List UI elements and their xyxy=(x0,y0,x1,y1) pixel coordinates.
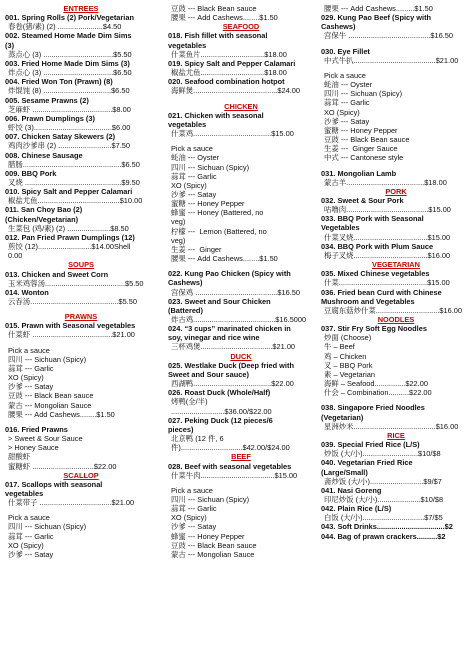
menu-item-title: 013. Chicken and Sweet Corn xyxy=(5,269,109,279)
menu-item-title: Cashews) xyxy=(168,278,203,288)
menu-item-text: 炸点心 (3) ..................................$6.50 xyxy=(8,68,132,78)
menu-item-text: 腰果 --- Add Cashews........$1.50 xyxy=(171,254,278,264)
menu-item-title: 041. Nasi Goreng xyxy=(321,485,382,495)
menu-item-text: 蒙古羊......................................$18.00 xyxy=(324,177,447,187)
menu-item-text: XO (Spicy) xyxy=(171,513,207,523)
menu-item-text: 牛 – Beef xyxy=(324,342,355,352)
menu-item-text: 腰果 --- Add Cashews.........$1.50 xyxy=(324,4,433,13)
menu-item-text: 什菜虾 .......................................$21.00 xyxy=(8,330,135,340)
menu-item-title: 031. Mongolian Lamb xyxy=(321,168,397,178)
menu-item-text: 中式 --- Cantonese style xyxy=(324,153,404,163)
menu-item-title: (Chicken/Vegetarian) xyxy=(5,214,79,224)
menu-item-text: 蜂蜜 --- Honey Pepper xyxy=(171,531,245,541)
section-heading: RICE xyxy=(387,430,405,440)
menu-item-text: 素 – Vegetarian xyxy=(324,369,375,379)
menu-item-text: veg) xyxy=(171,217,186,227)
menu-item-text: 春卷(猪/素) (2) ......................$4.50 xyxy=(8,22,122,32)
menu-item-text: 蒜茸 --- Garlic xyxy=(171,504,217,514)
menu-item-title: 043. Soft Drinks.................................$2 xyxy=(321,522,453,532)
menu-item-text: 什菜...........................................$15.00 xyxy=(324,278,450,288)
menu-item-title: (Vegetarian) xyxy=(321,412,364,422)
menu-item-text: 柠檬 --- Lemon (Battered, no xyxy=(171,226,267,236)
menu-item-title: vegetables xyxy=(168,119,207,129)
menu-item-text: 四川 --- Sichuan (Spicy) xyxy=(8,354,87,364)
menu-item-title: 008. Chinese Sausage xyxy=(5,150,83,160)
menu-item-title: 009. BBQ Pork xyxy=(5,168,57,178)
menu-item-text: 鸡 – Chicken xyxy=(324,351,367,361)
menu-item-text: 什菜牛肉....................................$15.00 xyxy=(171,470,298,480)
menu-item-text: 沙爹 --- Satay xyxy=(171,522,217,532)
menu-item-text: 蒜茸 --- Garlic xyxy=(8,531,54,541)
menu-item-text: 豆腐东菇炒什菜...............................$16.00 xyxy=(324,305,462,315)
menu-item-title: 044. Bag of prawn crackers..........$2 xyxy=(321,531,446,541)
menu-item-title: 003. Fried Home Made Dim Sims (3) xyxy=(5,58,130,68)
menu-item-text: 什菜鱼片...............................$18.00 xyxy=(171,49,287,59)
menu-item-text: XO (Spicy) xyxy=(324,107,360,117)
menu-item-text: 生姜 --- Ginger Sauce xyxy=(324,144,398,154)
menu-item-title: 015. Prawn with Seasonal vegetables xyxy=(5,321,136,331)
menu-item-title: 037. Stir Fry Soft Egg Noodles xyxy=(321,324,427,334)
menu-item-title: 024. “3 cups” marinated chicken in xyxy=(168,324,291,334)
menu-item-text: 生菜包 (鸡/素) (2) .....................$8.50 xyxy=(8,223,129,233)
menu-item-title: 016. Fried Prawns xyxy=(5,424,68,434)
menu-item-title: 022. Kung Pao Chicken (Spicy with xyxy=(168,269,291,279)
section-heading: SEAFOOD xyxy=(222,22,260,32)
menu-item-text: 什菜带子 ...................................$21.00 xyxy=(8,498,135,508)
menu-item-text: Pick a sauce xyxy=(8,513,50,523)
menu-item-text: 蜜糖 --- Honey Pepper xyxy=(324,125,398,135)
menu-item-text: 豆豉 --- Black Bean sauce xyxy=(8,391,94,401)
menu-item-text: 什菜鸡......................................$15.00 xyxy=(171,129,294,139)
menu-item-text: ..........................$36.00/$22.00 xyxy=(171,406,272,416)
menu-item-text: 四川 --- Sichuan (Spicy) xyxy=(324,89,403,99)
menu-item-text: 蒙古 --- Mongolian Sauce xyxy=(171,549,255,559)
menu-item-text: Pick a sauce xyxy=(171,485,213,495)
menu-item-title: Sweet and Sour sauce) xyxy=(168,369,249,379)
section-heading: CHICKEN xyxy=(224,101,258,111)
menu-item-title: Mushroom and Vegetables xyxy=(321,296,415,306)
section-heading: ENTREES xyxy=(63,4,99,13)
menu-item-text: 蚝油 --- Oyster xyxy=(324,80,373,90)
menu-item-text: 海鲜煲.........................................$24.00 xyxy=(171,86,300,96)
menu-item-title: 039. Special Fried Rice (L/S) xyxy=(321,440,420,450)
menu-item-title: 020. Seafood combination hotpot xyxy=(168,77,285,87)
menu-item-title: soy, vinegar and rice wine xyxy=(168,333,260,343)
menu-item-title: 023. Sweet and Sour Chicken xyxy=(168,296,271,306)
menu-item-text: 蜂蜜 --- Honey (Battered, no xyxy=(171,208,264,218)
menu-item-title: 035. Mixed Chinese vegetables xyxy=(321,269,430,279)
menu-item-text: 腰果 --- Add Cashews........$1.50 xyxy=(8,409,115,419)
menu-item-text: 四川 --- Sichuan (Spicy) xyxy=(8,522,87,532)
section-heading: PORK xyxy=(385,186,407,196)
menu-item-text: 四川 --- Sichuan (Spicy) xyxy=(171,494,250,504)
menu-item-text: 梅子叉烧....................................$16.00 xyxy=(324,250,451,260)
menu-item-title: 027. Peking Duck (12 pieces/6 xyxy=(168,415,273,425)
menu-item-text: 白饭 (大/小)..............................$7/$5 xyxy=(324,513,443,523)
section-heading: DUCK xyxy=(230,351,252,361)
menu-item-title: 030. Eye Fillet xyxy=(321,46,370,56)
menu-item-text: 生姜 --- Ginger xyxy=(171,244,222,254)
menu-item-text: 沙爹 --- Satay xyxy=(8,549,54,559)
section-heading: SOUPS xyxy=(68,260,94,270)
menu-item-text: 玉米鸡蓉汤.......................................$5.50 xyxy=(8,278,144,288)
section-heading: NOODLES xyxy=(377,315,415,324)
menu-item-text: 蒜茸 --- Garlic xyxy=(8,363,54,373)
menu-item-title: 014. Wonton xyxy=(5,287,49,297)
menu-item-text: XO (Spicy) xyxy=(8,373,44,383)
menu-item-title: 019. Spicy Salt and Pepper Calamari xyxy=(168,58,296,68)
menu-item-text: 芝麻虾 .......................................$8.00 xyxy=(8,104,131,114)
menu-item-text: 炸馄饨 (8) .................................$6.50 xyxy=(8,86,130,96)
menu-item-text: 蜜糖 --- Honey Pepper xyxy=(171,199,245,209)
menu-item-title: 012. Pan Fried Prawn Dumplings (12) xyxy=(5,232,135,242)
menu-item-text: > Sweet & Sour Sauce xyxy=(8,434,83,444)
menu-item-text: Pick a sauce xyxy=(324,70,366,80)
menu-item-title: 010. Spicy Salt and Pepper Calamari xyxy=(5,187,133,197)
menu-item-title: 032. Sweet & Sour Pork xyxy=(321,195,404,205)
menu-item-text: 甜酸虾 xyxy=(8,452,31,462)
menu-item-title: Cashews) xyxy=(321,22,356,32)
menu-item-text: 炒面 (Choose) xyxy=(324,333,372,343)
menu-item-title: 007. Chicken Satay Skewers (2) xyxy=(5,132,116,142)
menu-item-text: 星洲炒米........................................$16.00 xyxy=(324,421,459,431)
menu-column-right xyxy=(321,4,471,541)
menu-item-text: 四川 --- Sichuan (Spicy) xyxy=(171,162,250,172)
menu-item-text: 烤鸭(全/半) xyxy=(171,397,208,407)
menu-item-title: vegetables xyxy=(5,488,44,498)
section-heading: BEEF xyxy=(231,452,251,462)
menu-item-title: 017. Scallops with seasonal xyxy=(5,479,103,489)
menu-item-title: 004. Fried Won Ton (Prawn) (8) xyxy=(5,77,113,87)
menu-item-text: 蜜糖虾 ..............................$22.00 xyxy=(8,461,117,471)
menu-item-title: 011. San Choy Bao (2) xyxy=(5,205,83,215)
menu-item-text: 椒盐尤鱼...............................$18.00 xyxy=(171,68,287,78)
menu-item-text: 北京鸭 (12 件, 6 xyxy=(171,434,224,444)
menu-item-text: 腰果 --- Add Cashews........$1.50 xyxy=(171,13,278,23)
menu-item-title: 036. Fried bean Curd with Chinese xyxy=(321,287,442,297)
menu-item-text: 云吞汤...........................................$5.50 xyxy=(8,297,137,306)
menu-item-text: 沙爹 --- Satay xyxy=(324,116,370,126)
menu-item-title: 034. BBQ Pork with Plum Sauce xyxy=(321,241,434,251)
menu-item-text: 什菜叉烧....................................$15.00 xyxy=(324,232,451,242)
menu-column-middle xyxy=(168,4,314,559)
menu-item-title: (Large/Small) xyxy=(321,467,368,477)
menu-item-text: 咕噜肉........................................$15.00 xyxy=(324,205,451,215)
menu-item-text: 什会 – Combination..........$22.00 xyxy=(324,388,432,398)
menu-item-title: Vegetables xyxy=(321,223,360,233)
menu-item-text: 椒盐尤鱼........................................$10.00 xyxy=(8,196,143,206)
menu-item-text: 腊肠................................................$6.50 xyxy=(8,159,140,169)
menu-item-text: 三杯鸡煲...................................$21.00 xyxy=(171,342,296,352)
menu-item-title: vegetables xyxy=(168,40,207,50)
menu-item-text: 豆豉 --- Black Bean sauce xyxy=(171,4,257,13)
menu-item-title: 021. Chicken with seasonal xyxy=(168,110,264,120)
menu-item-title: 042. Plain Rice (L/S) xyxy=(321,504,392,514)
menu-item-text: 煎饺 (12)..........................$14.00Shell xyxy=(8,242,131,252)
menu-item-title: 026. Roast Duck (Whole/Half) xyxy=(168,388,271,398)
menu-item-text: XO (Spicy) xyxy=(171,180,207,190)
menu-item-text: 豆豉 --- Black Bean sauce xyxy=(171,540,257,550)
section-heading: SCALLOP xyxy=(63,470,99,480)
menu-item-title: (3) xyxy=(5,40,15,50)
menu-item-text: 豆豉 --- Black Bean sauce xyxy=(324,135,410,145)
menu-item-title: 038. Singapore Fried Noodles xyxy=(321,403,425,413)
menu-item-title: 028. Beef with seasonal vegetables xyxy=(168,461,292,471)
menu-column-left xyxy=(5,4,157,559)
section-heading: PRAWNS xyxy=(64,312,98,322)
menu-item-title: 005. Sesame Prawns (2) xyxy=(5,95,89,105)
menu-item-text: 西湖鸭......................................$22.00 xyxy=(171,379,294,389)
menu-item-text: 炒饭 (大/小)...........................$10/$8 xyxy=(324,449,441,459)
menu-item-title: 025. Westlake Duck (Deep fried with xyxy=(168,360,294,370)
menu-item-text: 印尼炒饭 (大/小).....................$10/$8 xyxy=(324,494,444,504)
menu-item-title: 018. Fish fillet with seasonal xyxy=(168,31,268,41)
menu-item-text: Pick a sauce xyxy=(8,345,50,355)
menu-item-text: 宫保牛 ........................................$16.50 xyxy=(324,31,453,41)
menu-item-title: 040. Vegetarian Fried Rice xyxy=(321,458,413,468)
menu-item-text: 叉 – BBQ Pork xyxy=(324,360,373,370)
menu-item-text: 沙爹 --- Satay xyxy=(171,189,217,199)
menu-item-text: veg) xyxy=(171,235,186,245)
menu-item-text: XO (Spicy) xyxy=(8,540,44,550)
menu-item-text: 件)..............................$42.00/$24.00 xyxy=(171,443,290,453)
menu-item-text: 炸古鸡........................................$16.5000 xyxy=(171,315,307,324)
menu-item-title: 033. BBQ Pork with Seasonal xyxy=(321,214,424,224)
menu-item-title: 001. Spring Rolls (2) Pork/Vegetarian xyxy=(5,13,134,23)
menu-item-title: 002. Steamed Home Made Dim Sims xyxy=(5,31,132,41)
menu-item-text: Pick a sauce xyxy=(171,144,213,154)
menu-item-text: 蒸点心 (3) ..................................$5.50 xyxy=(8,49,132,59)
menu-item-text: 虾饺 (3)......................................$6.00 xyxy=(8,123,131,133)
section-heading: VEGETARIAN xyxy=(372,260,420,270)
menu-item-text: 宫保鸡 ........................................$16.50 xyxy=(171,287,300,297)
menu-item-title: pieces) xyxy=(168,424,194,434)
menu-item-text: 沙爹 --- Satay xyxy=(8,382,54,392)
menu-item-text: 中式牛扒........................................$21.00 xyxy=(324,55,459,65)
menu-item-text: 蚝油 --- Oyster xyxy=(171,153,220,163)
menu-item-text: 0.00 xyxy=(8,251,23,261)
menu-item-text: 蒙古 --- Mongolian Sauce xyxy=(8,400,92,410)
menu-item-title: 029. Kung Pao Beef (Spicy with xyxy=(321,13,432,23)
menu-item-title: 006. Prawn Dumplings (3) xyxy=(5,113,95,123)
menu-item-text: 斋炒饭 (大/小)..........................$9/$7 xyxy=(324,476,442,486)
menu-item-text: 叉烧 ...............................................$9.50 xyxy=(8,177,140,187)
menu-item-text: 蒜茸 --- Garlic xyxy=(324,98,370,108)
menu-item-text: 鸡肉沙爹串 (2) ..........................$7.50 xyxy=(8,141,130,151)
menu-item-title: (Battered) xyxy=(168,305,203,315)
menu-item-text: 海鲜 – Seafood...............$22.00 xyxy=(324,379,428,389)
menu-item-text: > Honey Sauce xyxy=(8,443,59,453)
menu-item-text: 蒜茸 --- Garlic xyxy=(171,171,217,181)
